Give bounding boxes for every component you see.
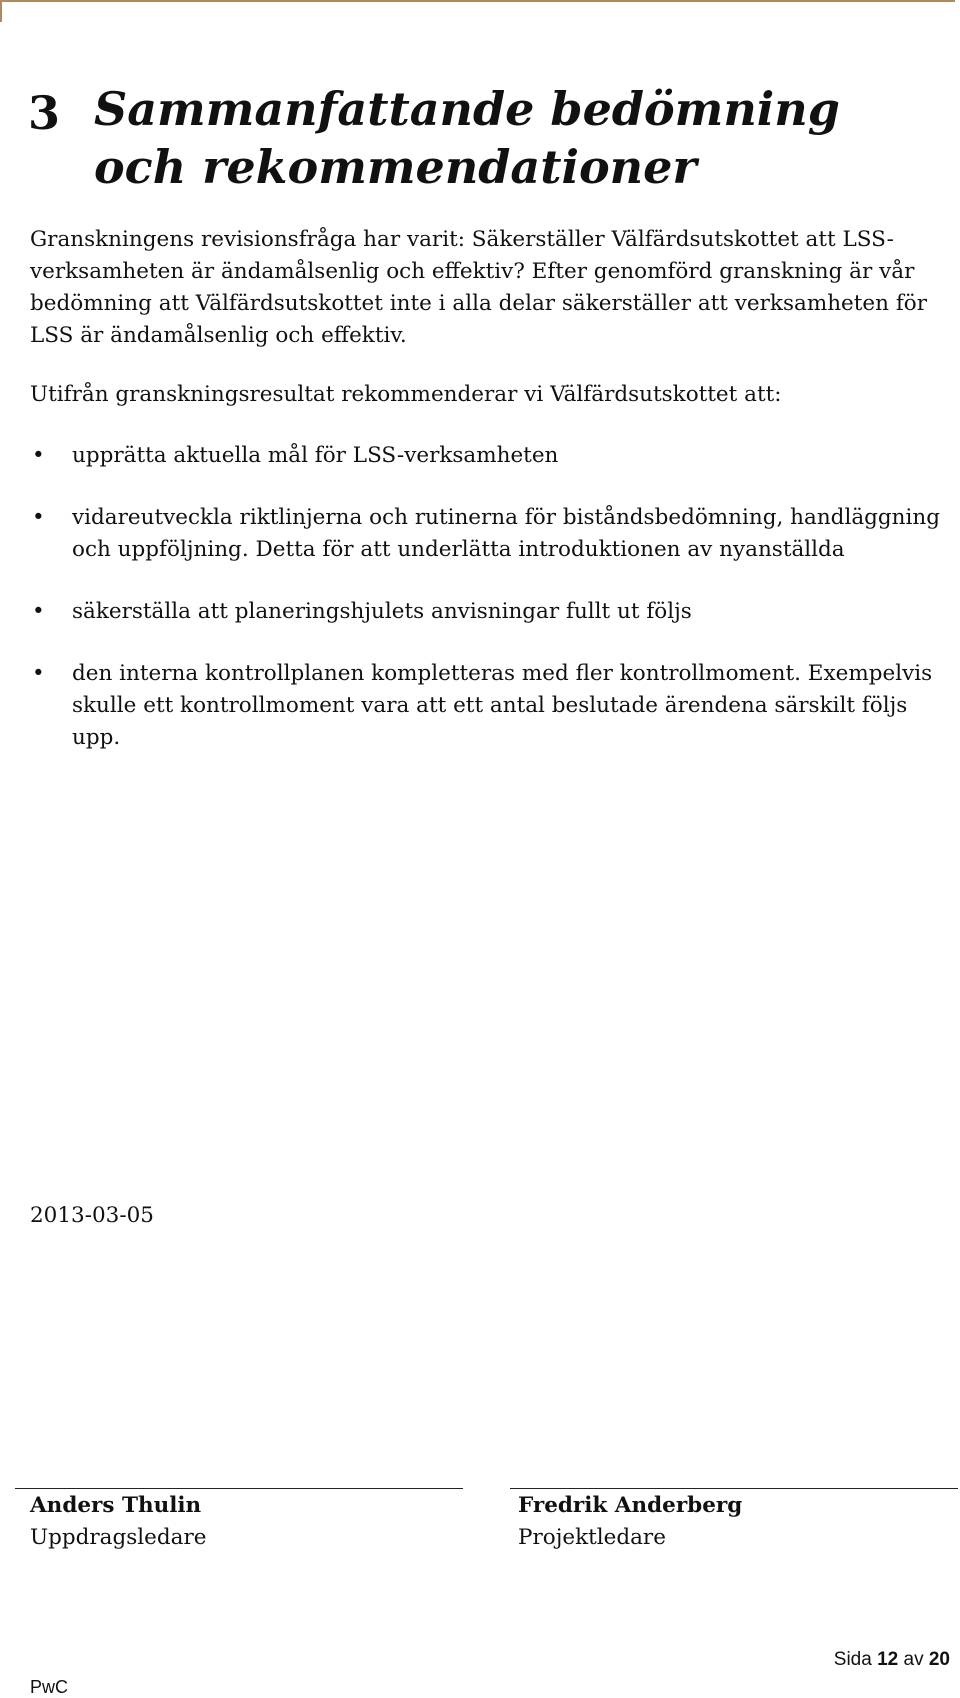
- signer-name: Anders Thulin: [30, 1493, 202, 1518]
- list-item-text: säkerställa att planeringshjulets anvisningar fullt ut följs: [72, 599, 692, 624]
- page-number: [834, 1648, 950, 1672]
- signer-role: Uppdragsledare: [30, 1525, 207, 1550]
- bullet-icon: •: [32, 505, 45, 530]
- intro-paragraph: Granskningens revisionsfråga har varit: Säkerställer Välfärdsutskottet att LSS-verksamheten är ändamålsenlig och effektiv? Efter genomförd granskning är vår bedömning att Välfärdsutskottet inte i alla delar säkerställer att verksamheten för LSS är ändamålsenlig och effektiv.: [30, 227, 927, 348]
- recommendation-list: [30, 440, 942, 784]
- section-number: 3: [28, 86, 61, 140]
- footer-brand: PwC: [30, 1677, 69, 1697]
- signature-line-right: [510, 1488, 958, 1489]
- list-item: [30, 658, 942, 754]
- signature-block-left: [30, 1490, 206, 1554]
- section-title: [94, 80, 914, 196]
- report-date: 2013-03-05: [30, 1203, 154, 1228]
- list-item: [30, 596, 942, 628]
- bullet-icon: •: [32, 661, 45, 686]
- page-total: 20: [928, 1649, 950, 1670]
- page-prefix: Sida: [833, 1649, 872, 1670]
- list-item: [30, 440, 942, 472]
- signer-name: Fredrik Anderberg: [518, 1493, 743, 1518]
- signature-block-right: [518, 1490, 742, 1554]
- section-title-line-1: Sammanfattande bedömning: [94, 82, 840, 136]
- signature-line-left: [15, 1488, 463, 1489]
- list-item-text: vidareutveckla riktlinjerna och rutinerna för biståndsbedömning, handläggning och uppföljning. Detta för att underlätta introduktionen av nyanställda: [72, 505, 940, 562]
- page-corner-rule: [0, 0, 955, 22]
- bullet-icon: •: [32, 443, 45, 468]
- list-item-text: upprätta aktuella mål för LSS-verksamheten: [72, 443, 559, 468]
- page-separator: av: [903, 1649, 924, 1670]
- signer-role: Projektledare: [518, 1525, 666, 1550]
- bullet-icon: •: [32, 599, 45, 624]
- list-item: [30, 502, 942, 566]
- recommendation-lead: Utifrån granskningsresultat rekommenderar vi Välfärdsutskottet att:: [30, 382, 782, 407]
- list-item-text: den interna kontrollplanen kompletteras med fler kontrollmoment. Exempelvis skulle ett kontrollmoment vara att ett antal beslutade ärendena särskilt följs upp.: [72, 661, 933, 750]
- page-current: 12: [877, 1649, 899, 1670]
- section-title-line-2: och rekommendationer: [94, 140, 697, 194]
